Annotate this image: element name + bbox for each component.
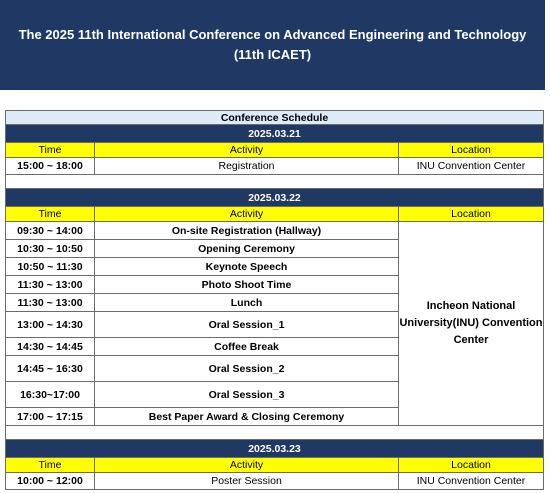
- day2-header-time: Time: [6, 207, 95, 222]
- day2-row7-time: 14:30 ~ 14:45: [6, 338, 95, 356]
- day1-row1-time: 15:00 ~ 18:00: [6, 158, 95, 175]
- day1-date: 2025.03.21: [6, 125, 544, 143]
- day3-header-time: Time: [6, 458, 95, 473]
- day3-row1-location: INU Convention Center: [399, 473, 544, 490]
- day3-row1-time: 10:00 ~ 12:00: [6, 473, 95, 490]
- day2-row9-time: 16:30~17:00: [6, 382, 95, 408]
- banner-title-line2: (11th ICAET): [233, 47, 312, 62]
- schedule-title: Conference Schedule: [6, 111, 544, 125]
- day2-header-activity: Activity: [95, 207, 399, 222]
- day1-row1-activity: Registration: [95, 158, 399, 175]
- day2-row5-activity: Lunch: [95, 294, 399, 312]
- day2-date: 2025.03.22: [6, 189, 544, 207]
- spacer-row: [6, 175, 544, 189]
- banner-title-line1: The 2025 11th International Conference on Advanced Engineering and Technology: [18, 27, 527, 42]
- day1-row1-location: INU Convention Center: [399, 158, 544, 175]
- day2-row7-activity: Coffee Break: [95, 338, 399, 356]
- day2-row1-time: 09:30 ~ 14:00: [6, 222, 95, 240]
- day3-header-location: Location: [399, 458, 544, 473]
- day2-row1-activity: On-site Registration (Hallway): [95, 222, 399, 240]
- day2-row6-time: 13:00 ~ 14:30: [6, 312, 95, 338]
- conference-schedule-table: [5, 110, 544, 490]
- day1-header-activity: Activity: [95, 143, 399, 158]
- day1-header-location: Location: [399, 143, 544, 158]
- day2-row3-time: 10:50 ~ 11:30: [6, 258, 95, 276]
- day2-row9-activity: Oral Session_3: [95, 382, 399, 408]
- day2-row10-activity: Best Paper Award & Closing Ceremony: [95, 408, 399, 426]
- day2-row6-activity: Oral Session_1: [95, 312, 399, 338]
- day2-row2-activity: Opening Ceremony: [95, 240, 399, 258]
- day3-date: 2025.03.23: [6, 440, 544, 458]
- day2-row10-time: 17:00 ~ 17:15: [6, 408, 95, 426]
- day2-row4-time: 11:30 ~ 13:00: [6, 276, 95, 294]
- spacer-row: [6, 426, 544, 440]
- day2-row3-activity: Keynote Speech: [95, 258, 399, 276]
- day2-row8-activity: Oral Session_2: [95, 356, 399, 382]
- day2-header-location: Location: [399, 207, 544, 222]
- day3-row1-activity: Poster Session: [95, 473, 399, 490]
- day2-row8-time: 14:45 ~ 16:30: [6, 356, 95, 382]
- day2-row2-time: 10:30 ~ 10:50: [6, 240, 95, 258]
- conference-banner: [0, 0, 545, 90]
- day1-header-time: Time: [6, 143, 95, 158]
- day2-row4-activity: Photo Shoot Time: [95, 276, 399, 294]
- day2-merged-location: Incheon National University(INU) Convention Center: [399, 222, 544, 426]
- day3-header-activity: Activity: [95, 458, 399, 473]
- day2-row5-time: 11:30 ~ 13:00: [6, 294, 95, 312]
